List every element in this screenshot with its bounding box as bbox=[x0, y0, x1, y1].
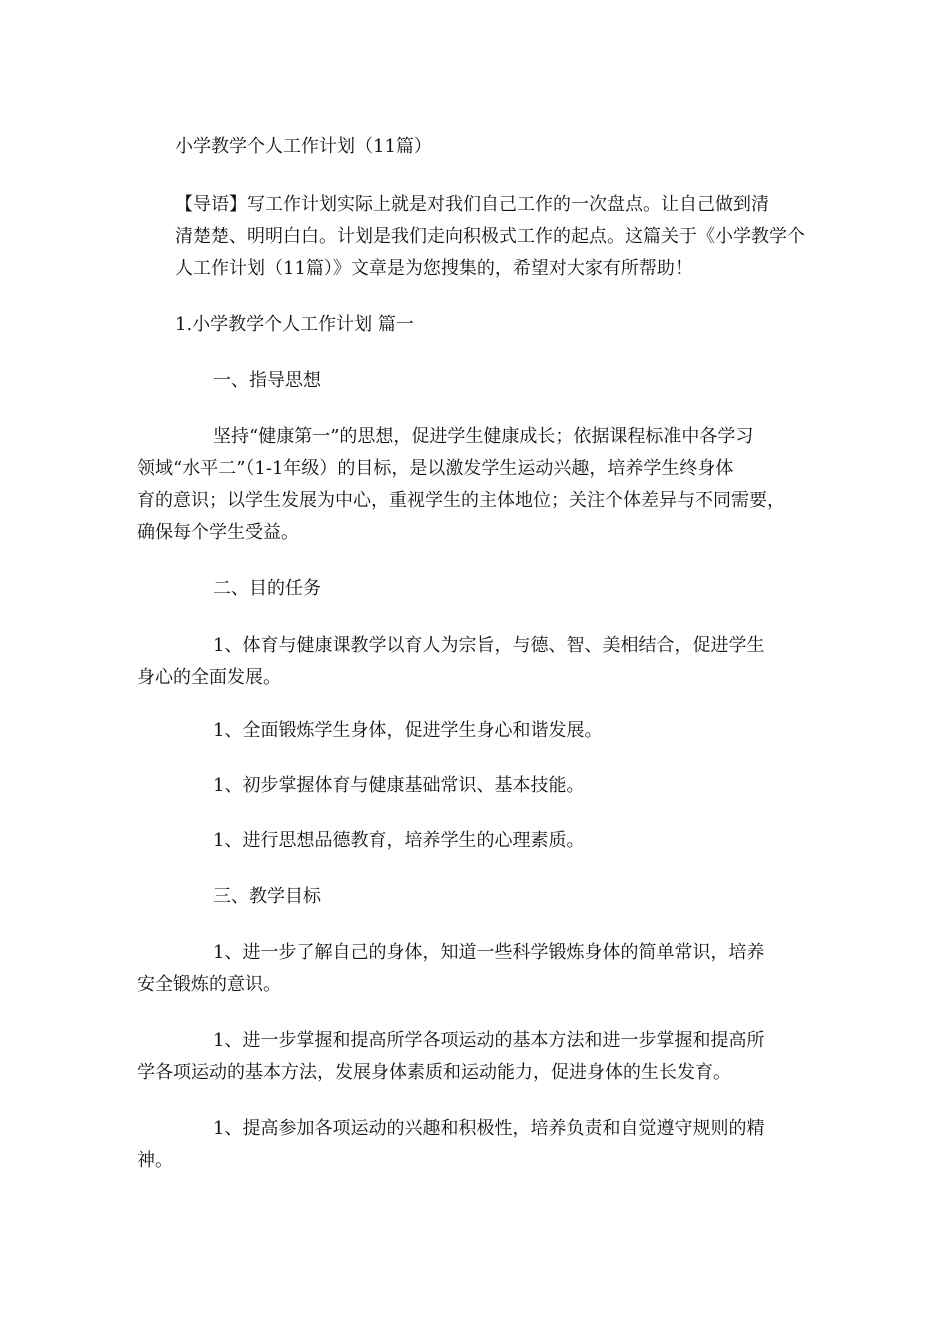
goal1-line-2: 安全锻炼的意识。 bbox=[137, 974, 281, 995]
task-item-4: 1、进行思想品德教育，培养学生的心理素质。 bbox=[213, 830, 585, 851]
task1-line-2: 身心的全面发展。 bbox=[137, 667, 281, 688]
goal3-line-1: 1、提高参加各项运动的兴趣和积极性，培养负责和自觉遵守规则的精 bbox=[213, 1118, 765, 1139]
p1-line-4: 确保每个学生受益。 bbox=[137, 522, 299, 543]
goal-item-2 bbox=[137, 1025, 764, 1089]
paragraph-guiding-ideology bbox=[137, 421, 785, 549]
heading-guiding-ideology: 一、指导思想 bbox=[213, 370, 321, 391]
section-heading: 1.小学教学个人工作计划 篇一 bbox=[175, 314, 414, 335]
p1-line-2: 领域“水平二”（1-1年级）的目标，是以激发学生运动兴趣，培养学生终身体 bbox=[137, 458, 734, 479]
heading-teaching-goals: 三、教学目标 bbox=[213, 886, 321, 907]
task-item-2: 1、全面锻炼学生身体，促进学生身心和谐发展。 bbox=[213, 720, 603, 741]
intro-line-3: 人工作计划（11篇）》文章是为您搜集的，希望对大家有所帮助！ bbox=[175, 258, 693, 279]
heading-purpose-tasks: 二、目的任务 bbox=[213, 578, 321, 599]
task-item-3: 1、初步掌握体育与健康基础常识、基本技能。 bbox=[213, 775, 585, 796]
task1-line-1: 1、体育与健康课教学以育人为宗旨，与德、智、美相结合，促进学生 bbox=[213, 635, 765, 656]
goal1-line-1: 1、进一步了解自己的身体，知道一些科学锻炼身体的简单常识，培养 bbox=[213, 942, 765, 963]
task-item-1 bbox=[137, 630, 764, 694]
intro-line-1: 【导语】写工作计划实际上就是对我们自己工作的一次盘点。让自己做到清 bbox=[175, 194, 769, 215]
p1-line-1: 坚持“健康第一”的思想，促进学生健康成长；依据课程标准中各学习 bbox=[213, 426, 754, 447]
goal2-line-1: 1、进一步掌握和提高所学各项运动的基本方法和进一步掌握和提高所 bbox=[213, 1030, 765, 1051]
p1-line-3: 育的意识；以学生发展为中心，重视学生的主体地位；关注个体差异与不同需要， bbox=[137, 490, 785, 511]
goal-item-1 bbox=[137, 937, 764, 1001]
document-title: 小学教学个人工作计划（11篇） bbox=[175, 136, 432, 157]
goal2-line-2: 学各项运动的基本方法，发展身体素质和运动能力，促进身体的生长发育。 bbox=[137, 1062, 731, 1083]
goal3-line-2: 神。 bbox=[137, 1150, 173, 1171]
intro-paragraph bbox=[175, 189, 805, 285]
goal-item-3 bbox=[137, 1113, 764, 1177]
intro-line-2: 清楚楚、明明白白。计划是我们走向积极式工作的起点。这篇关于《小学教学个 bbox=[175, 226, 805, 247]
